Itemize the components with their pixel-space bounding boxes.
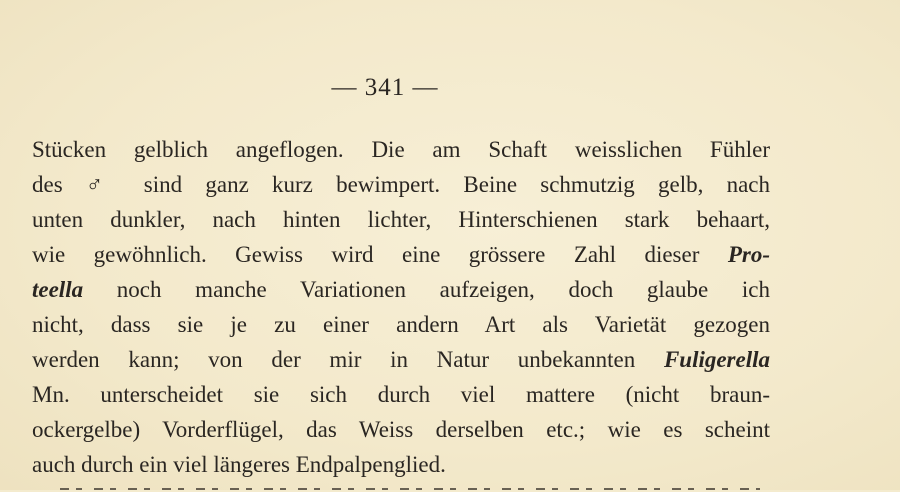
body-text (32, 132, 770, 482)
text-segment: werden kann; von der mir in Natur unbekannten (32, 347, 664, 372)
text-line (32, 167, 770, 202)
species-name: Fuligerella (663, 347, 770, 372)
text-segment: ockergelbe) Vorderflügel, das Weiss derselben etc.; wie es scheint (32, 417, 770, 442)
text-line (32, 202, 770, 237)
text-segment: Stücken gelblich angeflogen. Die am Schaft weisslichen Fühler (32, 137, 770, 162)
text-segment: auch durch ein viel längeres Endpalpenglied. (32, 452, 446, 477)
text-line (32, 307, 770, 342)
text-line (32, 447, 770, 482)
text-line (32, 237, 770, 272)
text-segment: unten dunkler, nach hinten lichter, Hinterschienen stark behaart, (32, 207, 770, 232)
text-segment: nicht, dass sie je zu einer andern Art als Varietät gezogen (32, 312, 770, 337)
text-line (32, 412, 770, 447)
text-segment: wie gewöhnlich. Gewiss wird eine grössere Zahl dieser (32, 242, 728, 267)
text-segment: des ♂ sind ganz kurz bewimpert. Beine schmutzig gelb, nach (32, 172, 770, 197)
text-line (32, 377, 770, 412)
cropped-next-line (60, 480, 760, 492)
species-name: teella (32, 277, 84, 302)
page-number: — 341 — (331, 74, 439, 101)
species-name: Pro- (727, 242, 770, 267)
text-line (32, 272, 770, 307)
text-line (32, 132, 770, 167)
text-line (32, 342, 770, 377)
text-segment: noch manche Variationen aufzeigen, doch glaube ich (83, 277, 770, 302)
text-segment: Mn. unterscheidet sie sich durch viel mattere (nicht braun- (32, 382, 770, 407)
